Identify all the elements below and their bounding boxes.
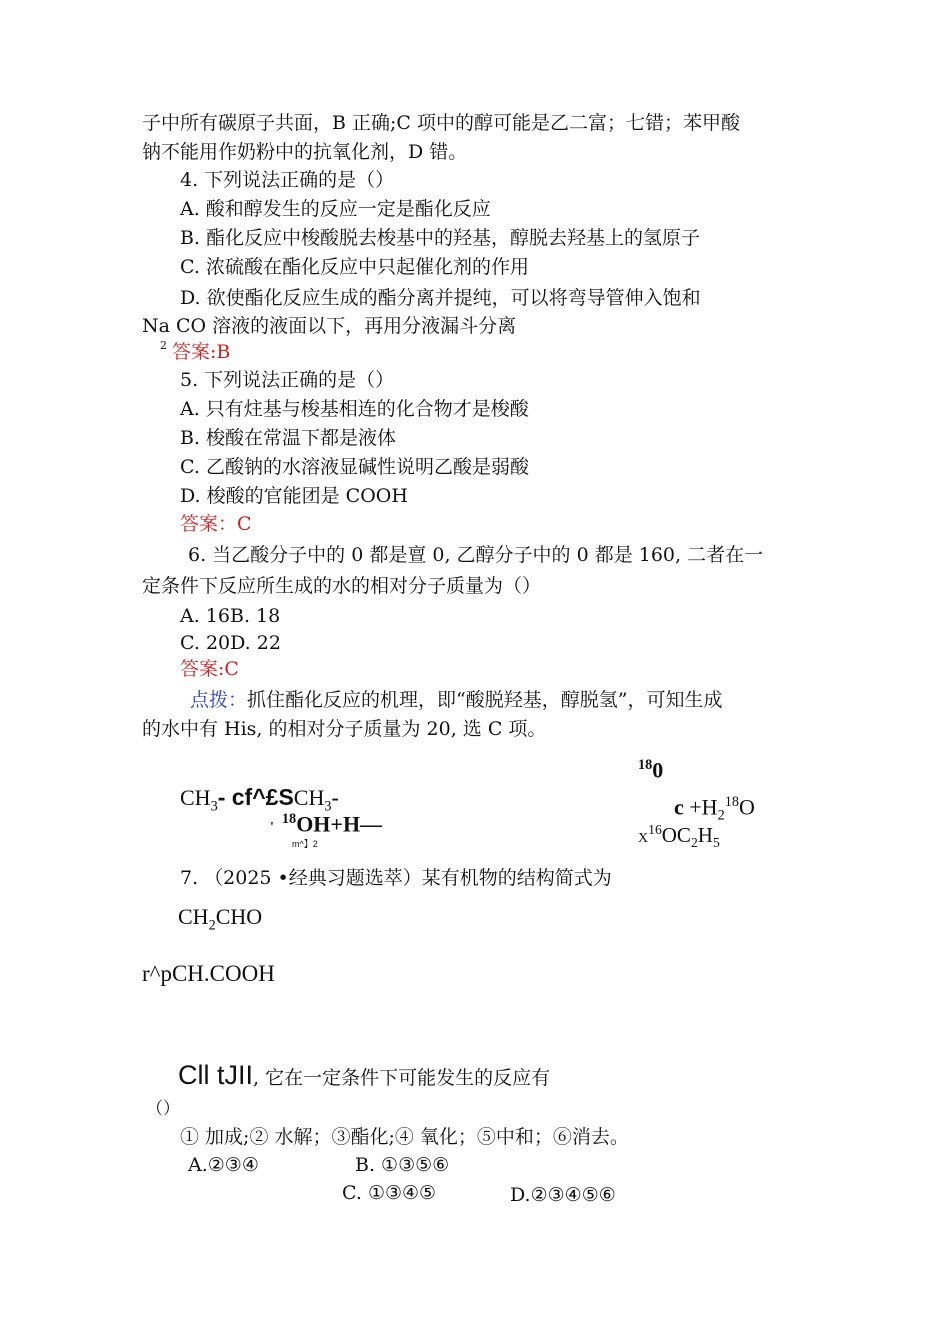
tip-text: 抓住酯化反应的机理，即“酸脱羟基，醇脱氢”，可知生成 [247,689,723,711]
question-6-cont: 定条件下反应所生成的水的相对分子质量为（） [142,575,542,597]
subscript-note: 2 [160,339,167,352]
tip-line [190,688,722,712]
structure-top: $CH_2CHO$ [178,904,263,934]
option-7a: A.②③④ [188,1154,259,1176]
option-5c: C. 乙酸钠的水溶液显碱性说明乙酸是弱酸 [180,456,529,478]
option-4d-cont: Na CO 溶液的液面以下，再用分液漏斗分离 [142,315,517,337]
option-6cd: C. 20D. 22 [180,632,281,654]
option-4a: A. 酸和醇发生的反应一定是酯化反应 [180,198,491,220]
question-4: 4. 下列说法正确的是（） [180,169,395,191]
equation-note: m^】2 [292,839,318,849]
option-7b: B. ①③⑤⑥ [355,1154,450,1176]
answer-4: 答案:B [172,341,231,363]
equation-right-ester: $X^{16}OC_2H_5$ [638,822,720,851]
answer-5: 答案：C [180,513,252,535]
equation-middle: '$^{18}OH+H—$ [270,811,383,837]
option-5a: A. 只有炷基与梭基相连的化合物才是梭酸 [180,398,529,420]
option-7d: D.②③④⑤⑥ [510,1184,616,1206]
option-5d: D. 梭酸的官能团是 COOH [180,485,408,507]
text-line: 钠不能用作奶粉中的抗氧化剂，D 错。 [142,141,468,163]
option-5b: B. 梭酸在常温下都是液体 [180,427,397,449]
question-7-text: , 它在一定条件下可能发生的反应有 [253,1067,551,1089]
text-line: 子中所有碳原子共面，B 正确;C 项中的醇可能是乙二富；七错；苯甲酸 [142,112,740,134]
question-7: 7. （2025 •经典习题选萃）某有机物的结构简式为 [180,867,612,889]
structure-middle: r^pCH.COOH [142,961,275,986]
option-4c: C. 浓硫酸在酯化反应中只起催化剂的作用 [180,256,529,278]
equation-right-product: $c +H_2^{18}O$ [674,794,755,824]
answer-6: 答案:C [180,658,239,680]
option-4d: D. 欲使酯化反应生成的酯分离并提纯，可以将弯导管伸入饱和 [180,287,701,309]
question-7-choices: ① 加成;② 水解；③酯化;④ 氧化；⑤中和；⑥消去。 [180,1126,629,1148]
question-7-structure-line [178,1060,550,1093]
question-7-blank: （） [146,1099,180,1119]
equation-right-top: $^{18}$0 [638,757,664,783]
tip-text-cont: 的水中有 His, 的相对分子质量为 20, 选 C 项。 [142,718,547,740]
option-7c: C. ①③④⑤ [342,1182,437,1204]
tip-label: 点拨： [190,689,248,711]
question-6: 6. 当乙酸分子中的 0 都是亶 0, 乙醇分子中的 0 都是 160, 二者在一 [188,544,764,566]
structure-bottom: Cll tJII [178,1060,254,1090]
option-4b: B. 酯化反应中梭酸脱去梭基中的羟基，醇脱去羟基上的氢原子 [180,227,701,249]
question-5: 5. 下列说法正确的是（） [180,369,395,391]
equation-left: $CH_3-$ $cf\^{}£SCH_3-$ [180,784,339,815]
option-6ab: A. 16B. 18 [180,605,281,627]
